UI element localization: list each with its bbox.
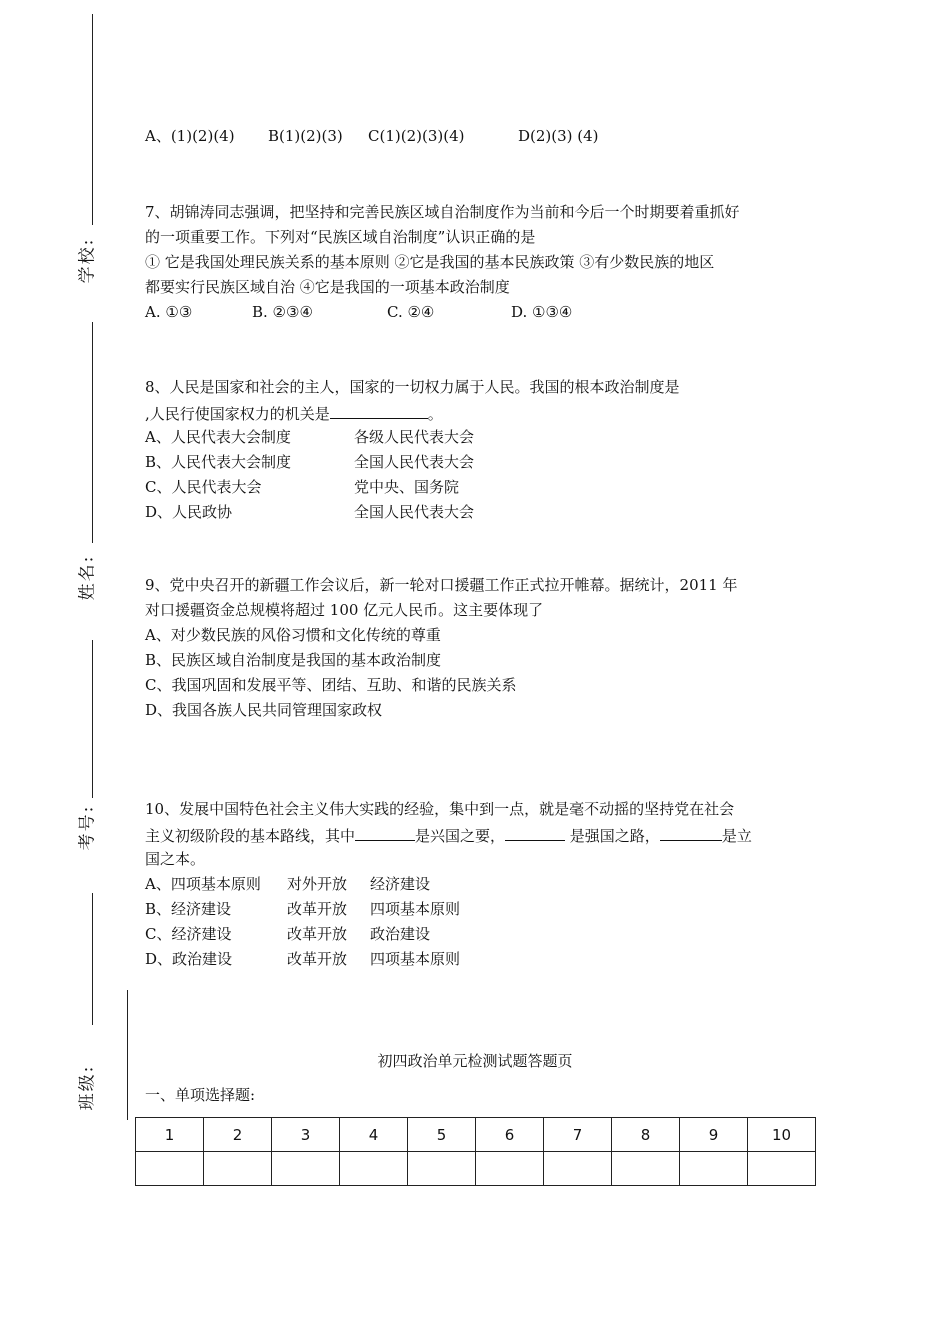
question-text: 对口援疆资金总规模将超过 100 亿元人民币。这主要体现了 bbox=[145, 601, 544, 619]
option-b: B、民族区域自治制度是我国的基本政治制度 bbox=[145, 651, 442, 669]
option-b: B(1)(2)(3) bbox=[268, 127, 343, 145]
option-d: D(2)(3) (4) bbox=[518, 127, 599, 145]
question-text-part: 。 bbox=[427, 405, 443, 423]
option-b-value-2: 四项基本原则 bbox=[370, 900, 461, 918]
question-text-part: 主义初级阶段的基本路线，其中 bbox=[145, 827, 356, 845]
question-text: 7、胡锦涛同志强调，把坚持和完善民族区域自治制度作为当前和今后一个时期要着重抓好 bbox=[145, 203, 740, 221]
option-a-label: A、人民代表大会制度 bbox=[145, 428, 291, 446]
question-text: 10、发展中国特色社会主义伟大实践的经验，集中到一点，就是毫不动摇的坚持党在社会 bbox=[145, 800, 735, 818]
question-text bbox=[145, 402, 443, 424]
margin-line-1 bbox=[92, 14, 93, 225]
question-text: 的一项重要工作。下列对“民族区域自治制度”认识正确的是 bbox=[145, 228, 536, 246]
answer-row bbox=[136, 1152, 816, 1186]
statement-list: ① 它是我国处理民族关系的基本原则 ②它是我国的基本民族政策 ③有少数民族的地区 bbox=[145, 253, 715, 271]
question-text-part: ,人民行使国家权力的机关是 bbox=[145, 405, 330, 423]
margin-line-4 bbox=[92, 893, 93, 1025]
table-header-cell: 8 bbox=[612, 1118, 680, 1152]
option-a-value: 各级人民代表大会 bbox=[354, 428, 475, 446]
answer-cell[interactable] bbox=[204, 1152, 272, 1186]
option-c: C(1)(2)(3)(4) bbox=[368, 127, 465, 145]
option-c-value-1: 改革开放 bbox=[287, 925, 348, 943]
option-d-label: D、人民政协 bbox=[145, 503, 233, 521]
table-header-cell: 3 bbox=[272, 1118, 340, 1152]
table-header-cell: 6 bbox=[476, 1118, 544, 1152]
question-text: 8、人民是国家和社会的主人，国家的一切权力属于人民。我国的根本政治制度是 bbox=[145, 378, 680, 396]
option-b-value-1: 改革开放 bbox=[287, 900, 348, 918]
name-label: 姓名: bbox=[77, 554, 98, 601]
margin-line-3 bbox=[92, 640, 93, 798]
statement-list: 都要实行民族区域自治 ④它是我国的一项基本政治制度 bbox=[145, 278, 510, 296]
answer-cell[interactable] bbox=[340, 1152, 408, 1186]
option-c-value: 党中央、国务院 bbox=[354, 478, 460, 496]
class-label: 班级: bbox=[77, 1064, 98, 1111]
table-header-cell: 4 bbox=[340, 1118, 408, 1152]
option-d: D、我国各族人民共同管理国家政权 bbox=[145, 701, 383, 719]
table-header-cell: 10 bbox=[748, 1118, 816, 1152]
answer-cell[interactable] bbox=[680, 1152, 748, 1186]
table-header-row bbox=[136, 1118, 816, 1152]
option-b-label: B、经济建设 bbox=[145, 900, 232, 918]
table-header-cell: 9 bbox=[680, 1118, 748, 1152]
option-c-value-2: 政治建设 bbox=[370, 925, 431, 943]
option-c: C. ②④ bbox=[387, 303, 435, 321]
answer-cell[interactable] bbox=[136, 1152, 204, 1186]
option-c-label: C、人民代表大会 bbox=[145, 478, 262, 496]
option-b-label: B、人民代表大会制度 bbox=[145, 453, 292, 471]
option-b-value: 全国人民代表大会 bbox=[354, 453, 475, 471]
answer-cell[interactable] bbox=[476, 1152, 544, 1186]
option-a: A、对少数民族的风俗习惯和文化传统的尊重 bbox=[145, 626, 441, 644]
answer-blank bbox=[505, 824, 565, 841]
answer-blank bbox=[355, 824, 415, 841]
exam-number-label: 考号: bbox=[77, 804, 98, 851]
answer-cell[interactable] bbox=[272, 1152, 340, 1186]
answer-blank bbox=[330, 402, 428, 419]
option-d-value: 全国人民代表大会 bbox=[354, 503, 475, 521]
school-label: 学校: bbox=[77, 237, 98, 284]
option-c: C、我国巩固和发展平等、团结、互助、和谐的民族关系 bbox=[145, 676, 517, 694]
table-header-cell: 2 bbox=[204, 1118, 272, 1152]
question-text-part: 是立 bbox=[721, 827, 752, 845]
option-b: B. ②③④ bbox=[252, 303, 313, 321]
question-text-part: 是强国之路， bbox=[565, 827, 660, 845]
answer-cell[interactable] bbox=[408, 1152, 476, 1186]
option-a-value-2: 经济建设 bbox=[370, 875, 431, 893]
answer-sheet-title: 初四政治单元检测试题答题页 bbox=[377, 1052, 573, 1070]
table-header-cell: 5 bbox=[408, 1118, 476, 1152]
option-d: D. ①③④ bbox=[511, 303, 573, 321]
question-text: 国之本。 bbox=[145, 850, 206, 868]
option-d-value-2: 四项基本原则 bbox=[370, 950, 461, 968]
table-header-cell: 1 bbox=[136, 1118, 204, 1152]
answer-cell[interactable] bbox=[544, 1152, 612, 1186]
question-text-part: 是兴国之要， bbox=[415, 827, 506, 845]
section-heading: 一、单项选择题: bbox=[145, 1086, 256, 1104]
question-text: 9、党中央召开的新疆工作会议后，新一轮对口援疆工作正式拉开帷幕。据统计，2011 年 bbox=[145, 576, 738, 594]
option-a-value-1: 对外开放 bbox=[287, 875, 348, 893]
option-a: A、(1)(2)(4) bbox=[145, 127, 235, 145]
table-header-cell: 7 bbox=[544, 1118, 612, 1152]
question-text bbox=[145, 824, 752, 846]
margin-line-2 bbox=[92, 322, 93, 543]
answer-cell[interactable] bbox=[612, 1152, 680, 1186]
option-a-label: A、四项基本原则 bbox=[145, 875, 261, 893]
answer-table bbox=[135, 1117, 816, 1186]
answer-cell[interactable] bbox=[748, 1152, 816, 1186]
option-c-label: C、经济建设 bbox=[145, 925, 232, 943]
option-a: A. ①③ bbox=[145, 303, 193, 321]
option-d-label: D、政治建设 bbox=[145, 950, 233, 968]
answer-blank bbox=[660, 824, 722, 841]
option-d-value-1: 改革开放 bbox=[287, 950, 348, 968]
